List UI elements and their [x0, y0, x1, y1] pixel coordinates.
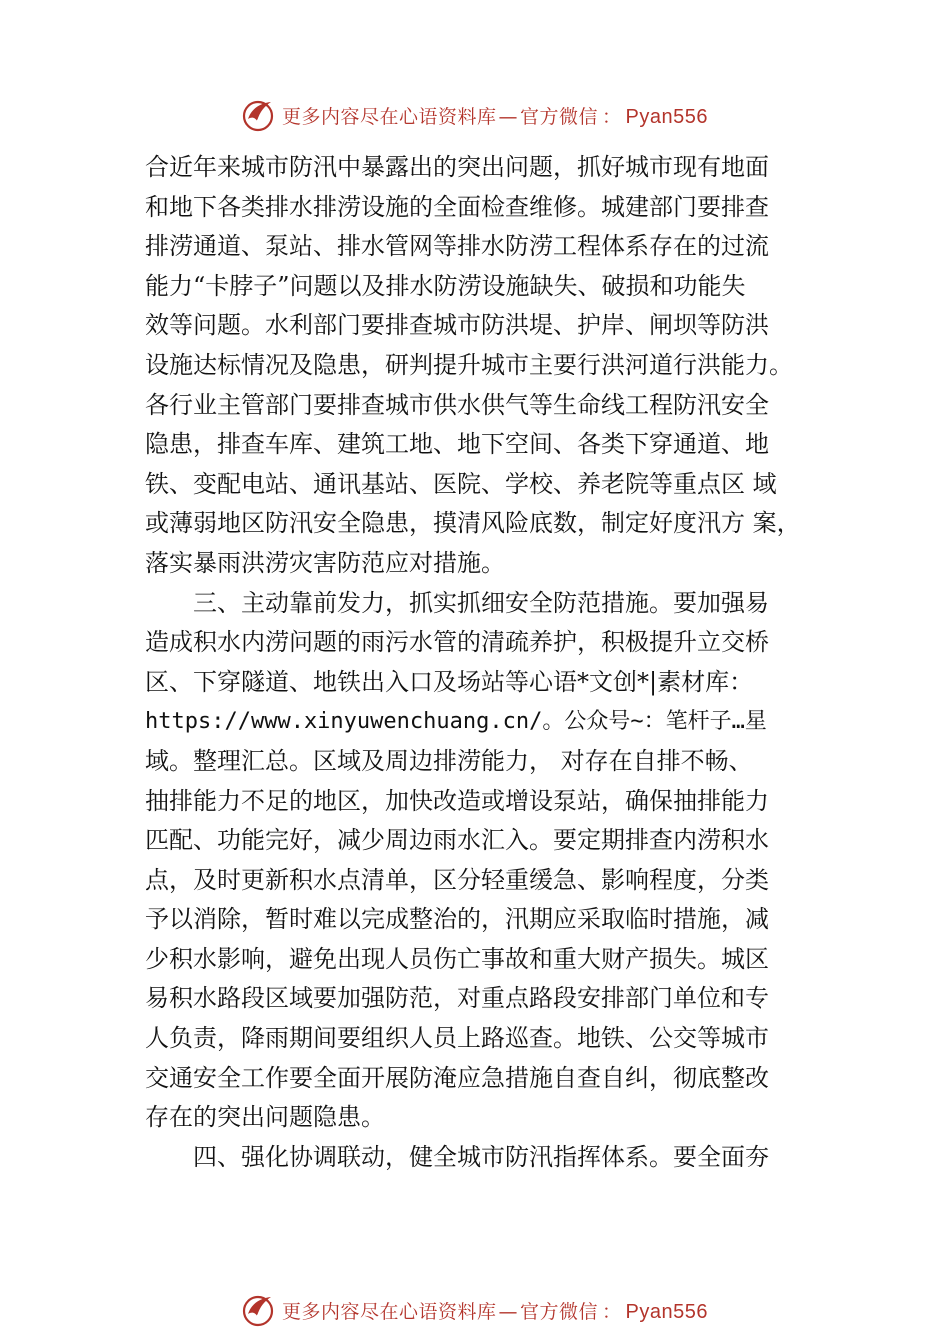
- banner-library-label: 更多内容尽在心语资料库: [282, 1300, 497, 1323]
- text-line: 存在的突出问题隐患。: [145, 1103, 385, 1132]
- text-line: 设施达标情况及隐患，研判提升城市主要行洪河道行洪能力。: [145, 350, 793, 379]
- text-line: 三、主动靠前发力，抓实抓细安全防范措施。要加强易: [193, 588, 769, 617]
- banner-colon: ：: [602, 1300, 622, 1323]
- text-line: 落实暴雨洪涝灾害防范应对措施。: [145, 548, 505, 577]
- text-line: 合近年来城市防汛中暴露出的突出问题，抓好城市现有地面: [145, 153, 769, 181]
- banner-colon: ：: [602, 105, 622, 128]
- banner-dash: —: [498, 1300, 519, 1323]
- text-line: 匹配、功能完好，减少周边雨水汇入。要定期排查内涝积水: [145, 826, 769, 855]
- banner-library-label: 更多内容尽在心语资料库: [282, 105, 497, 128]
- banner-wechat-id: Pyan556: [625, 105, 709, 128]
- text-line: 和地下各类排水排涝设施的全面检查维修。城建部门要排查: [145, 192, 769, 221]
- paragraph: [145, 584, 835, 1138]
- document-body: [145, 148, 835, 1177]
- text-line: 各行业主管部门要排查城市供水供气等生命线工程防汛安全: [145, 390, 769, 419]
- banner-wechat-label: 官方微信: [520, 1300, 599, 1323]
- text-line: 铁、变配电站、通讯基站、医院、学校、养老院等重点区 域: [145, 469, 777, 498]
- text-line: 予以消除，暂时难以完成整治的，汛期应采取临时措施，减: [145, 905, 769, 934]
- text-line: 域。整理汇总。区域及周边排涝能力， 对存在自排不畅、: [145, 746, 753, 775]
- text-line: 点，及时更新积水点清单，区分轻重缓急、影响程度，分类: [145, 865, 769, 894]
- text-line: https://www.xinyuwenchuang.cn/。公众号~：笔杆子…星: [145, 709, 767, 735]
- header-banner: [240, 93, 708, 137]
- text-line: 易积水路段区域要加强防范，对重点路段安排部门单位和专: [145, 984, 769, 1013]
- text-line: 能力“卡脖子”问题以及排水防涝设施缺失、破损和功能失: [145, 271, 746, 300]
- text-line: 区、下穿隧道、地铁出入口及场站等心语*文创*|素材库：: [145, 667, 754, 696]
- logo-icon: [240, 1292, 276, 1328]
- text-line: 四、强化协调联动，健全城市防汛指挥体系。要全面夯: [193, 1142, 769, 1171]
- footer-banner: [240, 1288, 708, 1332]
- text-line: 少积水影响，避免出现人员伤亡事故和重大财产损失。城区: [145, 944, 769, 973]
- text-line: 交通安全工作要全面开展防淹应急措施自查自纠，彻底整改: [145, 1063, 769, 1092]
- text-line: 隐患，排查车库、建筑工地、地下空间、各类下穿通道、地: [145, 430, 769, 459]
- paragraph: [145, 148, 835, 584]
- text-line: 或薄弱地区防汛安全隐患，摸清风险底数，制定好度汛方 案，: [145, 509, 801, 538]
- text-line: 抽排能力不足的地区，加快改造或增设泵站，确保抽排能力: [145, 786, 769, 815]
- banner-text: [282, 1297, 708, 1324]
- banner-dash: —: [498, 105, 519, 128]
- banner-wechat-label: 官方微信: [520, 105, 599, 128]
- paragraph: [145, 1138, 835, 1178]
- text-line: 效等问题。水利部门要排查城市防洪堤、护岸、闸坝等防洪: [145, 311, 769, 340]
- text-line: 人负责，降雨期间要组织人员上路巡查。地铁、公交等城市: [145, 1024, 769, 1053]
- text-line: 造成积水内涝问题的雨污水管的清疏养护，积极提升立交桥: [145, 628, 769, 657]
- banner-text: [282, 102, 708, 129]
- logo-icon: [240, 97, 276, 133]
- text-line: 排涝通道、泵站、排水管网等排水防涝工程体系存在的过流: [145, 232, 769, 261]
- banner-wechat-id: Pyan556: [625, 1300, 709, 1323]
